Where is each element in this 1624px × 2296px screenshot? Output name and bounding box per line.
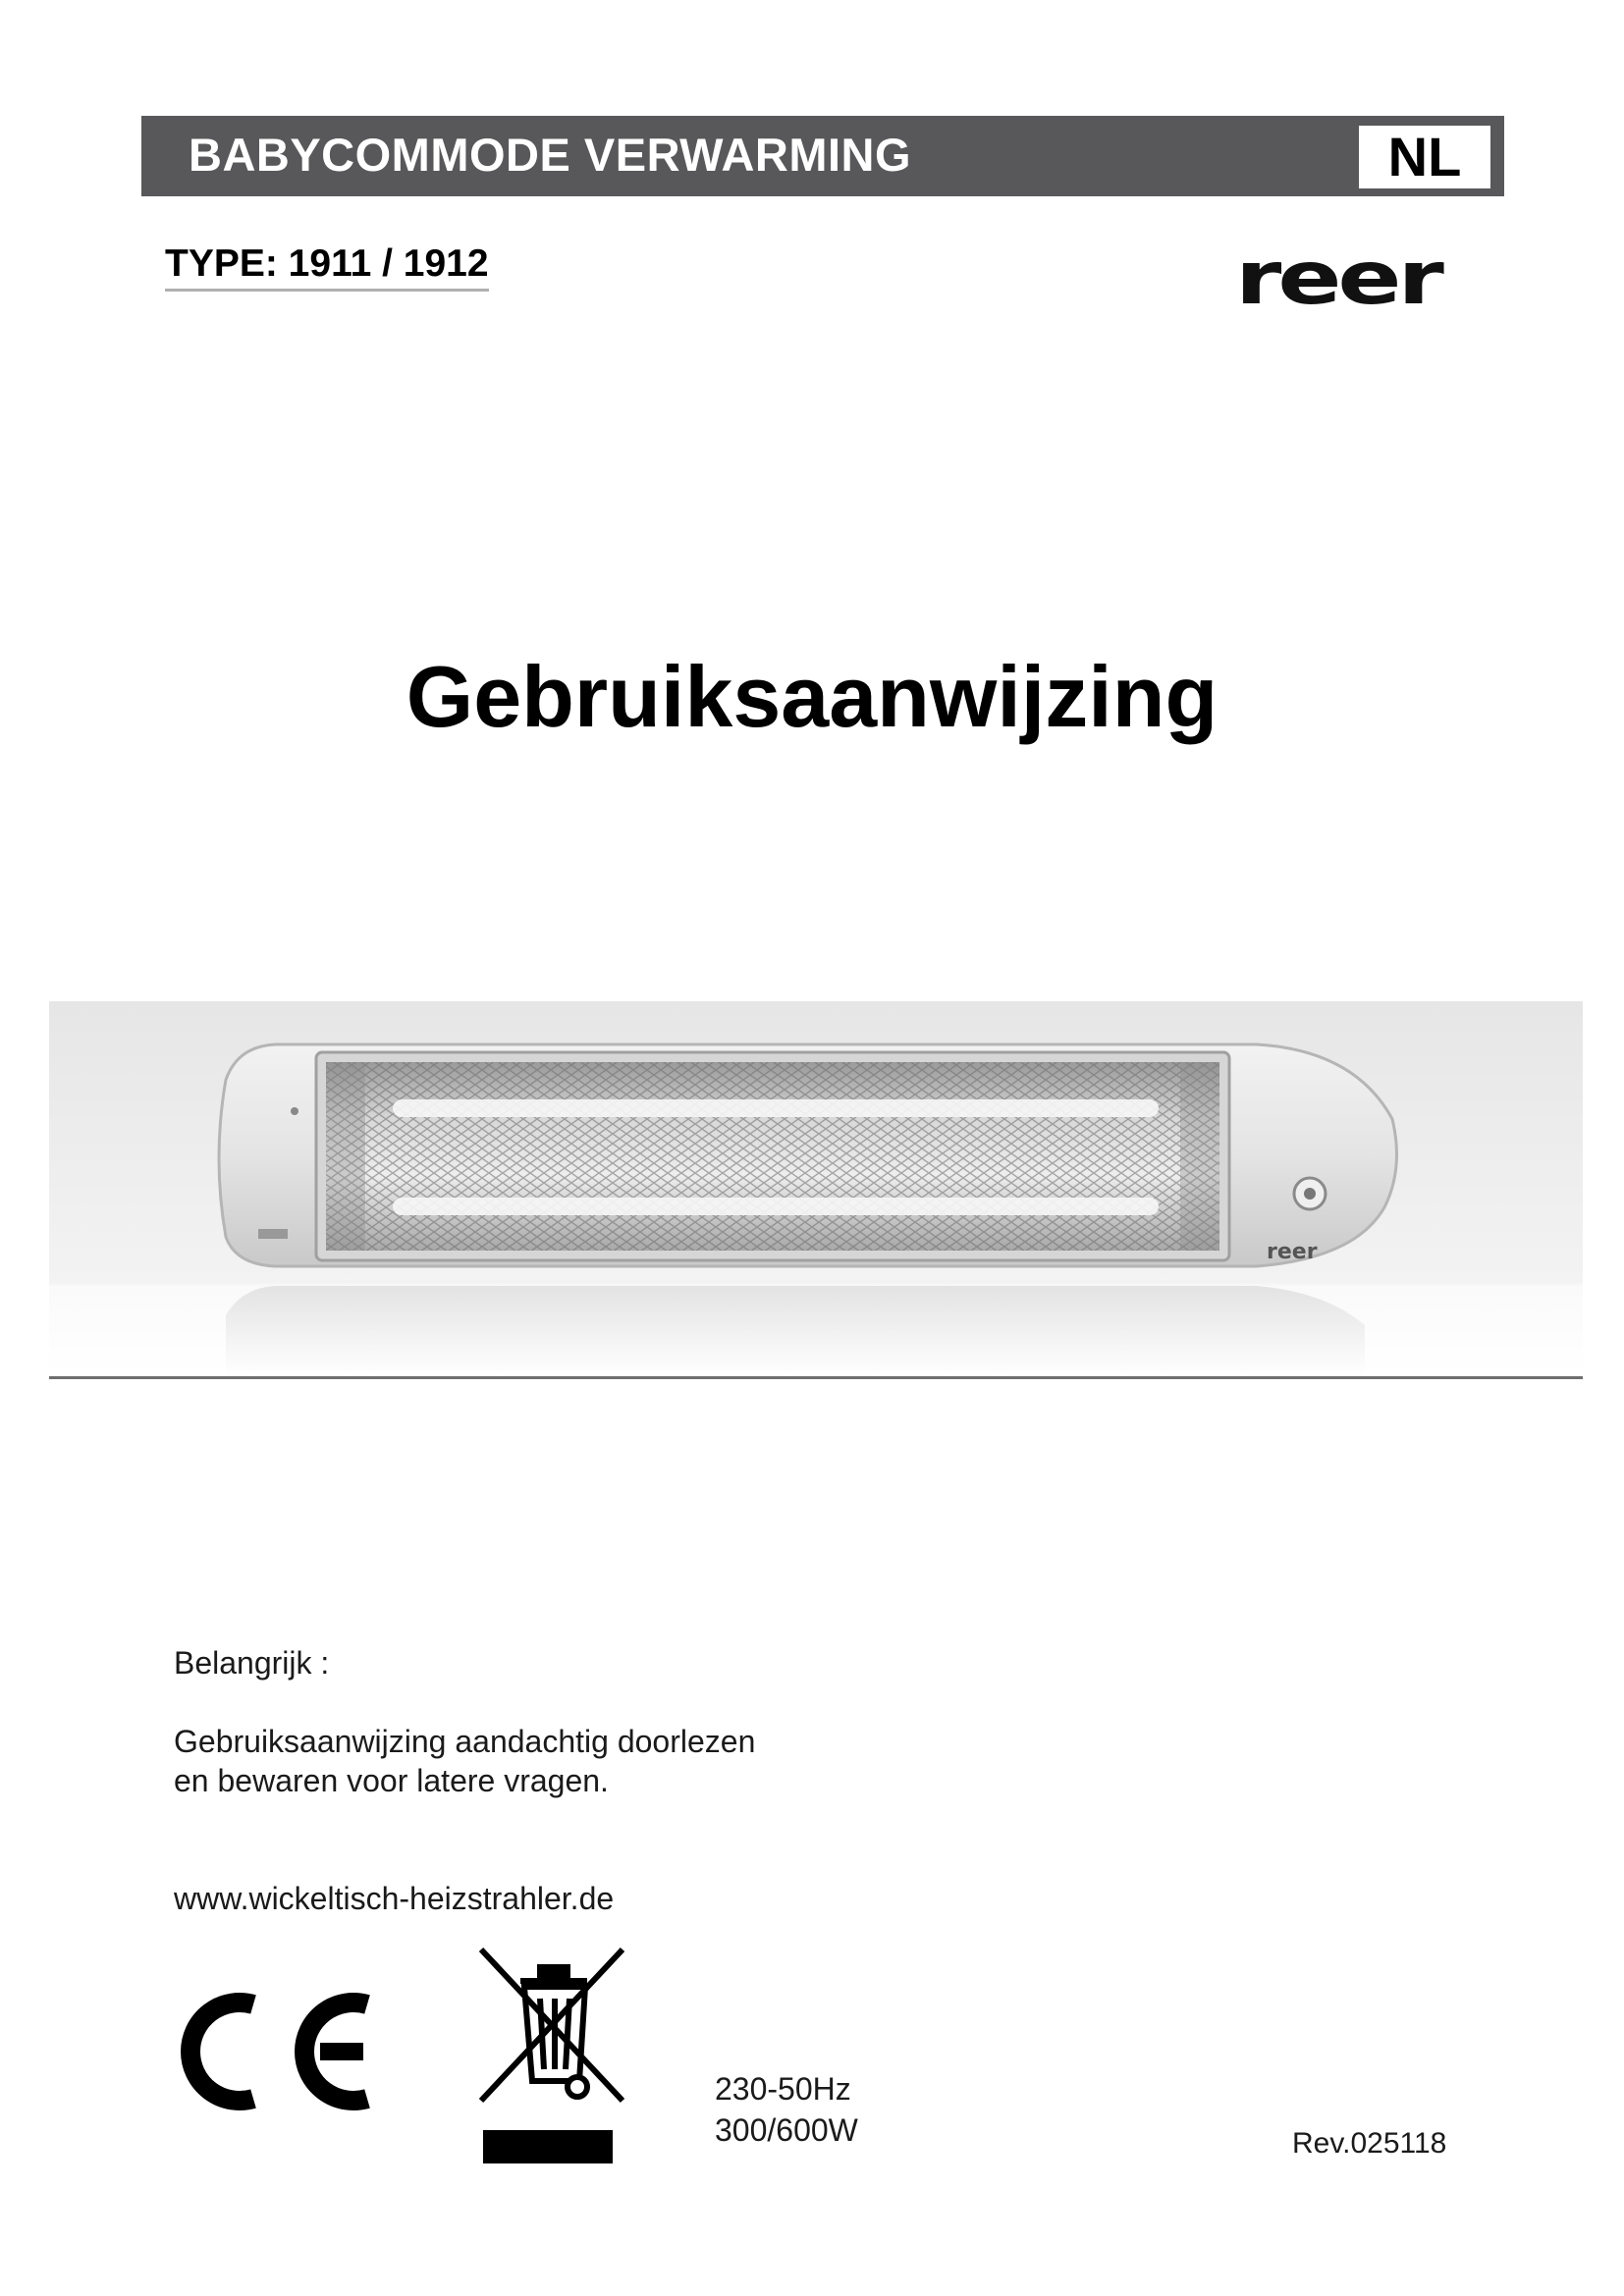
- document-title: Gebruiksaanwijzing: [406, 648, 1218, 745]
- header-title: BABYCOMMODE VERWARMING: [189, 129, 912, 181]
- crossed-out-wheelie-bin-icon: [475, 1944, 632, 2120]
- important-line-1: Gebruiksaanwijzing aandachtig doorlezen: [174, 1724, 756, 1759]
- divider-line: [49, 1376, 1583, 1379]
- ce-mark-icon: [163, 1983, 379, 2120]
- revision-number: Rev.025118: [1292, 2127, 1447, 2160]
- language-badge: NL: [1359, 126, 1490, 188]
- spec-voltage: 230-50Hz: [715, 2071, 851, 2107]
- brand-logo: [1235, 251, 1490, 330]
- website-url[interactable]: www.wickeltisch-heizstrahler.de: [174, 1881, 615, 1916]
- spec-power: 300/600W: [715, 2112, 858, 2148]
- header-bar: [141, 116, 1504, 196]
- important-text: [174, 1722, 861, 1800]
- important-heading: Belangrijk :: [174, 1645, 330, 1681]
- important-line-2: en bewaren voor latere vragen.: [174, 1763, 609, 1798]
- type-label: TYPE: 1911 / 1912: [165, 241, 489, 292]
- svg-text:reer: reer: [1267, 1240, 1318, 1264]
- product-photo: [49, 1001, 1583, 1376]
- svg-text:reer: reer: [1235, 251, 1440, 322]
- weee-bar: [483, 2130, 613, 2163]
